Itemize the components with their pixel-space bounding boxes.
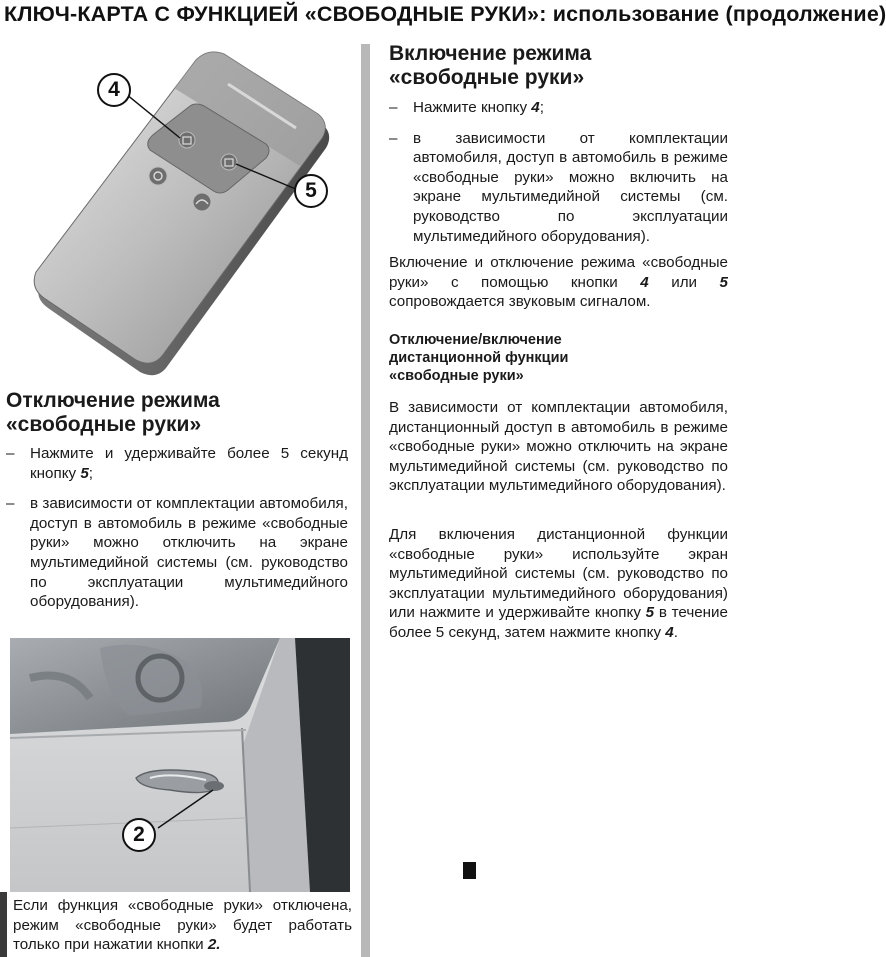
list-item-text: Нажмите и удерживайте более 5 секунд кнопку xyxy=(30,445,348,482)
lock-button-icon xyxy=(179,132,195,148)
remote-disable-paragraph: В зависимости от комплектации автомобиля, дистанционный доступ в автомобиль в режиме «свободные руки» можно отключить на экране мультимедийной системы (см. руководство по эксплуатации мультимедийного оборудования). xyxy=(389,399,728,495)
list-dash: – xyxy=(389,99,398,116)
key-card-drawing xyxy=(0,44,360,384)
callout-2: 2 xyxy=(122,818,156,852)
list-dash: – xyxy=(6,445,15,462)
paragraph-text: в течение более 5 секунд, затем нажмите кнопку xyxy=(389,604,728,641)
left-heading: Отключение режима «свободные руки» xyxy=(6,389,220,436)
list-item-suffix: ; xyxy=(539,99,544,116)
list-item-text: в зависимости от комплектации автомобиля, доступ в автомобиль в режиме «свободные руки» можно включить на экране мультимедийной системы (см. руководство по эксплуатации мультимедийного оборудования). xyxy=(413,129,728,245)
list-item-suffix: ; xyxy=(88,464,94,482)
key-reference: 4 xyxy=(640,273,649,291)
list-item-text: Нажмите кнопку xyxy=(413,99,532,116)
key-reference: 5 xyxy=(80,464,89,482)
list-item xyxy=(6,494,348,612)
door-handle-illustration xyxy=(10,638,350,892)
callout-5: 5 xyxy=(294,174,328,208)
page-title: КЛЮЧ-КАРТА С ФУНКЦИЕЙ «СВОБОДНЫЕ РУКИ»: использование (продолжение) xyxy=(4,2,886,26)
column-divider xyxy=(361,44,370,957)
list-dash: – xyxy=(389,129,398,147)
list-item xyxy=(6,444,348,483)
key-card-illustration xyxy=(0,44,360,384)
key-reference: 4 xyxy=(531,99,540,116)
key-reference: 5 xyxy=(645,604,655,622)
section-end-mark xyxy=(463,862,476,879)
list-dash: – xyxy=(6,495,15,513)
trunk-button-icon xyxy=(193,193,211,211)
paragraph-text: . xyxy=(673,623,678,641)
right-heading: Включение режима «свободные руки» xyxy=(389,42,592,89)
list-item xyxy=(389,129,728,247)
paragraph-text: Для включения дистанционной функции «свободные руки» используйте экран мультимедийной системы (см. руководство по эксплуатации мультимедийного оборудования) или нажмите и удерживайте кнопку xyxy=(389,526,728,622)
key-reference: 5 xyxy=(719,273,728,291)
list-item xyxy=(389,98,728,118)
list-item-text: в зависимости от комплектации автомобиля, доступ в автомобиль в режиме «свободные руки» можно отключить на экране мультимедийной системы (см. руководство по эксплуатации мультимедийного оборудования). xyxy=(30,495,348,611)
paragraph-text: Включение и отключение режима «свободные руки» с помощью кнопки xyxy=(389,254,728,291)
light-button-icon xyxy=(149,167,167,185)
remote-enable-paragraph xyxy=(389,525,728,643)
key-reference: 2. xyxy=(207,936,221,954)
key-reference: 4 xyxy=(665,623,674,641)
sound-signal-paragraph xyxy=(389,253,728,312)
figure-caption xyxy=(0,892,352,957)
caption-text: Если функция «свободные руки» отключена, режим «свободные руки» будет работать только при нажатии кнопки xyxy=(13,897,352,954)
right-subheading: Отключение/включение дистанционной функции «свободные руки» xyxy=(389,332,569,384)
paragraph-text: сопровождается звуковым сигналом. xyxy=(389,293,651,311)
right-bullet-list xyxy=(389,98,728,257)
door-handle-drawing xyxy=(10,638,350,892)
unlock-button-icon xyxy=(221,154,237,170)
left-bullet-list xyxy=(6,444,348,623)
paragraph-text: или xyxy=(648,273,720,291)
callout-4: 4 xyxy=(97,73,131,107)
